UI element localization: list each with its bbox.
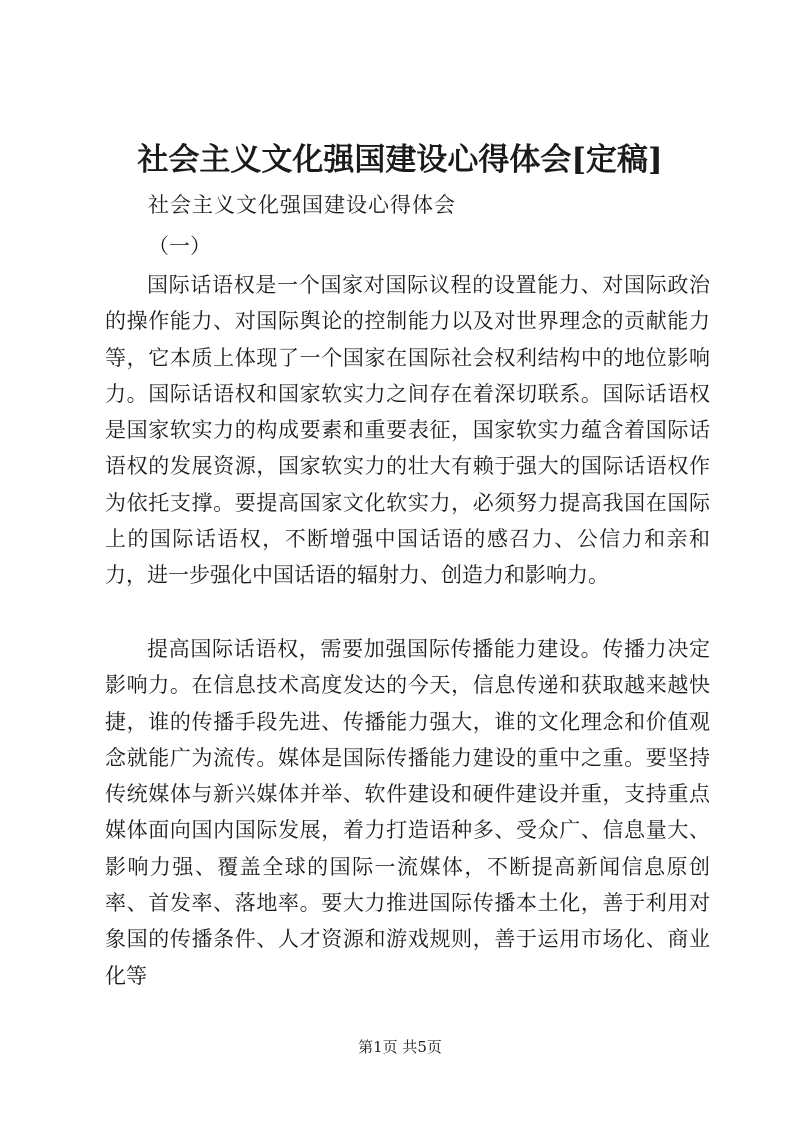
section-number: （一） [148, 234, 211, 258]
paragraph-1: 国际话语权是一个国家对国际议程的设置能力、对国际政治的操作能力、对国际舆论的控制能力以及对世界理念的贡献能力等，它本质上体现了一个国家在国际社会权利结构中的地位影响力。国际话语权和国家软实力之间存在着深切联系。国际话语权是国家软实力的构成要素和重要表征，国家软实力蕴含着国际话语权的发展资源，国家软实力的壮大有赖于强大的国际话语权作为依托支撑。要提高国家文化软实力，必须努力提高我国在国际上的国际话语权，不断增强中国话语的感召力、公信力和亲和力，进一步强化中国话语的辐射力、创造力和影响力。 [105, 273, 710, 588]
document-title: 社会主义文化强国建设心得体会[定稿] [137, 142, 663, 178]
document-subtitle: 社会主义文化强国建设心得体会 [148, 193, 456, 217]
paragraph-2: 提高国际话语权，需要加强国际传播能力建设。传播力决定影响力。在信息技术高度发达的今天，信息传递和获取越来越快捷，谁的传播手段先进、传播能力强大，谁的文化理念和价值观念就能广为流传。媒体是国际传播能力建设的重中之重。要坚持传统媒体与新兴媒体并举、软件建设和硬件建设并重，支持重点媒体面向国内国际发展，着力打造语种多、受众广、信息量大、影响力强、覆盖全球的国际一流媒体，不断提高新闻信息原创率、首发率、落地率。要大力推进国际传播本土化，善于利用对象国的传播条件、人才资源和游戏规则，善于运用市场化、商业化等 [105, 637, 710, 988]
page-footer: 第1页 共5页 [358, 1038, 442, 1056]
